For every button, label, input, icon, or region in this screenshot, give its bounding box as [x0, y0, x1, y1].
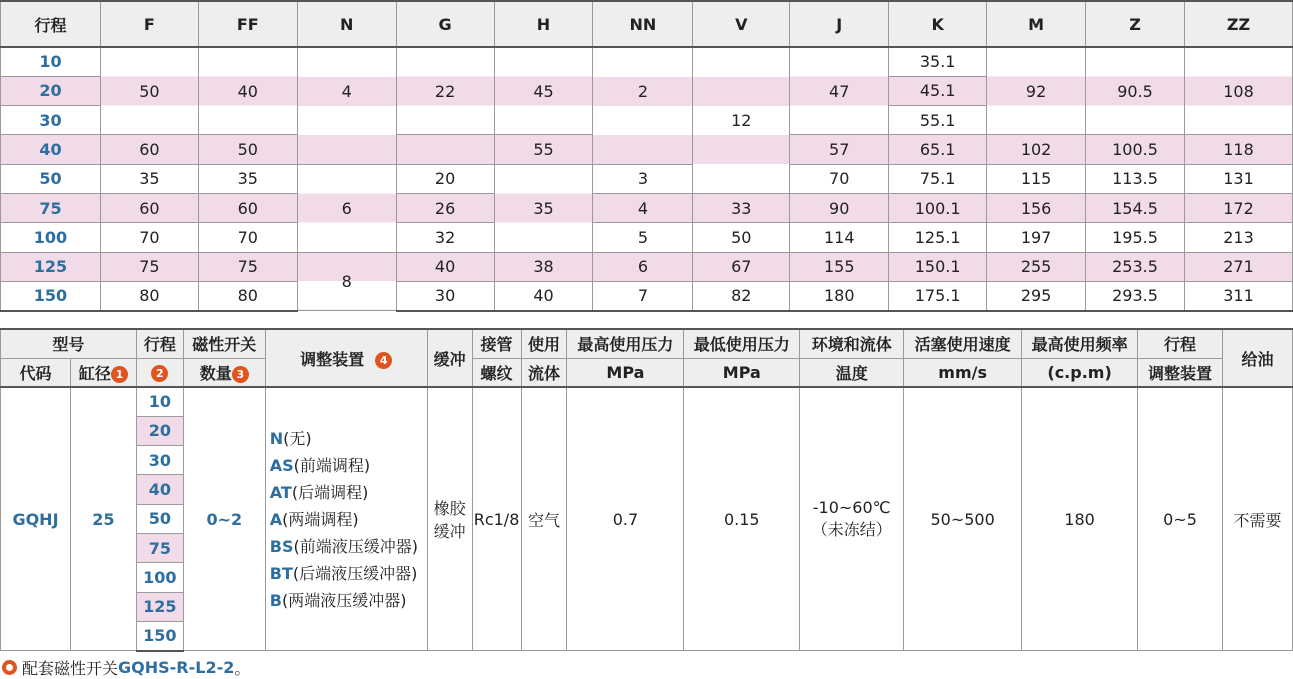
- cell-Z: 90.5: [1086, 47, 1185, 135]
- freq-value: 180: [1022, 387, 1138, 651]
- cell-V: 82: [693, 281, 790, 310]
- header-J: J: [790, 1, 889, 47]
- header-V: V: [693, 1, 790, 47]
- table-row: [1, 223, 1293, 252]
- cell-J: 114: [790, 223, 889, 252]
- stroke-cell: 150: [1, 281, 101, 310]
- cell-G: 20: [396, 164, 494, 193]
- cell-M: 92: [987, 47, 1086, 135]
- adjust-options: [265, 387, 427, 651]
- stroke-option: 20: [136, 416, 183, 445]
- cell-FF: 35: [198, 164, 297, 193]
- cell-G: [396, 135, 494, 164]
- header-bore: 缸径 1: [70, 358, 136, 387]
- dimension-table: [0, 0, 1293, 312]
- table-row: [1, 164, 1293, 193]
- spec-header-row-2: [1, 358, 1293, 387]
- cell-F: 75: [100, 252, 198, 281]
- cell-ZZ: 131: [1184, 164, 1292, 193]
- cell-V: 12: [693, 47, 790, 193]
- stroke-option: 10: [136, 387, 183, 416]
- header-fluid-2: 流体: [521, 358, 567, 387]
- adjust-option: B(两端液压缓冲器): [269, 590, 407, 610]
- cell-K: 45.1: [889, 76, 987, 105]
- cell-NN: 2: [593, 47, 693, 164]
- oil-value: 不需要: [1222, 387, 1292, 651]
- cell-ZZ: 213: [1184, 223, 1292, 252]
- header-Z: Z: [1086, 1, 1185, 47]
- badge-3: 3: [232, 366, 249, 383]
- cell-M: 295: [987, 281, 1086, 310]
- header-port: 接管: [472, 329, 521, 358]
- header-speed: 活塞使用速度: [904, 329, 1022, 358]
- header-adjust: 调整装置 4: [265, 329, 427, 387]
- cell-K: 35.1: [889, 47, 987, 76]
- cell-F: 50: [100, 47, 198, 135]
- header-port-2: 螺纹: [472, 358, 521, 387]
- header-model: 型号: [1, 329, 137, 358]
- cell-J: 180: [790, 281, 889, 310]
- stroke-cell: 100: [1, 223, 101, 252]
- cell-H: 45: [494, 47, 593, 135]
- cell-F: 80: [100, 281, 198, 310]
- cell-F: 35: [100, 164, 198, 193]
- fluid-value: 空气: [521, 387, 567, 651]
- stroke-cell: 10: [1, 47, 101, 76]
- footnote-prefix: 配套磁性开关: [22, 659, 119, 678]
- table-row: [1, 387, 1293, 416]
- header-H: H: [494, 1, 593, 47]
- cell-NN: 7: [593, 281, 693, 310]
- table-row: [1, 193, 1293, 222]
- header-switch: 磁性开关: [183, 329, 265, 358]
- cell-H: 38: [494, 252, 593, 281]
- cell-V: 33: [693, 193, 790, 222]
- cell-H: 35: [494, 164, 593, 252]
- table-row: [1, 281, 1293, 310]
- header-oil: 给油: [1222, 329, 1292, 387]
- adjust-option: BT(后端液压缓冲器): [269, 563, 418, 583]
- cushion-value: 橡胶 缓冲: [427, 387, 472, 651]
- header-sadj-2: 调整装置: [1138, 358, 1223, 387]
- cell-F: 60: [100, 135, 198, 164]
- speed-value: 50~500: [904, 387, 1022, 651]
- cell-M: 102: [987, 135, 1086, 164]
- header-temp-2: 温度: [800, 358, 904, 387]
- stroke-option: 40: [136, 475, 183, 504]
- bore-size: 25: [70, 387, 136, 651]
- header-NN: NN: [593, 1, 693, 47]
- table-row: [1, 47, 1293, 76]
- header-pmax-unit: MPa: [567, 358, 684, 387]
- header-ZZ: ZZ: [1184, 1, 1292, 47]
- cell-FF: 80: [198, 281, 297, 310]
- cell-N: 6: [297, 164, 396, 252]
- stroke-option: 150: [136, 621, 183, 650]
- switch-qty: 0~2: [183, 387, 265, 651]
- header-N: N: [297, 1, 396, 47]
- cell-Z: 293.5: [1086, 281, 1185, 310]
- cell-J: 70: [790, 164, 889, 193]
- cell-M: 197: [987, 223, 1086, 252]
- cell-NN: 4: [593, 193, 693, 222]
- header-code: 代码: [1, 358, 71, 387]
- footnote-suffix: 。: [234, 659, 251, 678]
- dimension-table-header: [1, 1, 1293, 47]
- header-pmin-unit: MPa: [684, 358, 800, 387]
- cell-ZZ: 311: [1184, 281, 1292, 310]
- stroke-cell: 50: [1, 164, 101, 193]
- spec-header-row-1: [1, 329, 1293, 358]
- header-F: F: [100, 1, 198, 47]
- cell-NN: 5: [593, 223, 693, 252]
- cell-V: 50: [693, 223, 790, 252]
- cell-G: 40: [396, 252, 494, 281]
- header-G: G: [396, 1, 494, 47]
- header-M: M: [987, 1, 1086, 47]
- cell-Z: 100.5: [1086, 135, 1185, 164]
- adjust-option: A(两端调程): [269, 509, 359, 529]
- stroke-adjust-value: 0~5: [1138, 387, 1223, 651]
- switch-model-link[interactable]: GQHS-R-L2-2: [118, 658, 235, 677]
- header-stroke-badge: [136, 358, 183, 387]
- stroke-option: 50: [136, 504, 183, 533]
- header-switch-qty: 数量 3: [183, 358, 265, 387]
- specification-table: [0, 328, 1293, 652]
- header-freq: 最高使用频率: [1022, 329, 1138, 358]
- cell-FF: 50: [198, 135, 297, 164]
- cell-G: 30: [396, 281, 494, 310]
- header-pmax: 最高使用压力: [567, 329, 684, 358]
- temp-value: -10~60℃ （未冻结）: [800, 387, 904, 651]
- stroke-option: 125: [136, 592, 183, 621]
- header-K: K: [889, 1, 987, 47]
- cell-G: 22: [396, 47, 494, 135]
- stroke-cell: 40: [1, 135, 101, 164]
- cell-Z: 154.5: [1086, 193, 1185, 222]
- adjust-option: AT(后端调程): [269, 482, 369, 502]
- cell-K: 100.1: [889, 193, 987, 222]
- stroke-cell: 125: [1, 252, 101, 281]
- cell-FF: 60: [198, 193, 297, 222]
- cell-FF: 40: [198, 47, 297, 135]
- cell-J: 90: [790, 193, 889, 222]
- cell-F: 60: [100, 193, 198, 222]
- cell-NN: 3: [593, 164, 693, 193]
- adjust-option: N(无): [269, 428, 312, 448]
- cell-G: 26: [396, 193, 494, 222]
- cell-K: 150.1: [889, 252, 987, 281]
- cell-H: 55: [494, 135, 593, 164]
- header-cushion: 缓冲: [427, 329, 472, 387]
- badge-4: 4: [375, 352, 392, 369]
- port-thread: Rc1/8: [472, 387, 521, 651]
- header-speed-unit: mm/s: [904, 358, 1022, 387]
- cell-J: 57: [790, 135, 889, 164]
- cell-Z: 253.5: [1086, 252, 1185, 281]
- cell-Z: 113.5: [1086, 164, 1185, 193]
- stroke-cell: 30: [1, 106, 101, 135]
- cell-NN: 6: [593, 252, 693, 281]
- cell-FF: 70: [198, 223, 297, 252]
- cell-V: 67: [693, 252, 790, 281]
- cell-K: 65.1: [889, 135, 987, 164]
- header-pmin: 最低使用压力: [684, 329, 800, 358]
- adjust-option: BS(前端液压缓冲器): [269, 536, 418, 556]
- header-freq-unit: (c.p.m): [1022, 358, 1138, 387]
- cell-G: 32: [396, 223, 494, 252]
- pmin-value: 0.15: [684, 387, 800, 651]
- cell-J: 47: [790, 47, 889, 135]
- cell-ZZ: 172: [1184, 193, 1292, 222]
- header-stroke: 行程: [136, 329, 183, 358]
- table-row: [1, 252, 1293, 281]
- header-temp: 环境和流体: [800, 329, 904, 358]
- stroke-option: 100: [136, 563, 183, 592]
- cell-F: 70: [100, 223, 198, 252]
- stroke-option: 75: [136, 533, 183, 562]
- cell-M: 255: [987, 252, 1086, 281]
- stroke-cell: 20: [1, 76, 101, 105]
- cell-ZZ: 271: [1184, 252, 1292, 281]
- header-stroke: 行程: [1, 1, 101, 47]
- cell-FF: 75: [198, 252, 297, 281]
- cell-ZZ: 118: [1184, 135, 1292, 164]
- cell-M: 156: [987, 193, 1086, 222]
- model-code: GQHJ: [1, 387, 71, 651]
- cell-H: 40: [494, 281, 593, 310]
- stroke-option: 30: [136, 446, 183, 475]
- cell-J: 155: [790, 252, 889, 281]
- badge-1: 1: [111, 366, 128, 383]
- header-fluid: 使用: [521, 329, 567, 358]
- cell-N: 8: [297, 252, 396, 311]
- cell-K: 75.1: [889, 164, 987, 193]
- cell-K: 175.1: [889, 281, 987, 310]
- footnote: [2, 656, 250, 679]
- header-FF: FF: [198, 1, 297, 47]
- adjust-option: AS(前端调程): [269, 455, 371, 475]
- bullet-ring-icon: [2, 660, 17, 675]
- cell-K: 55.1: [889, 106, 987, 135]
- pmax-value: 0.7: [567, 387, 684, 651]
- cell-M: 115: [987, 164, 1086, 193]
- stroke-cell: 75: [1, 193, 101, 222]
- cell-ZZ: 108: [1184, 47, 1292, 135]
- badge-2: 2: [151, 365, 168, 382]
- cell-Z: 195.5: [1086, 223, 1185, 252]
- cell-N: 4: [297, 47, 396, 164]
- header-sadj: 行程: [1138, 329, 1223, 358]
- cell-K: 125.1: [889, 223, 987, 252]
